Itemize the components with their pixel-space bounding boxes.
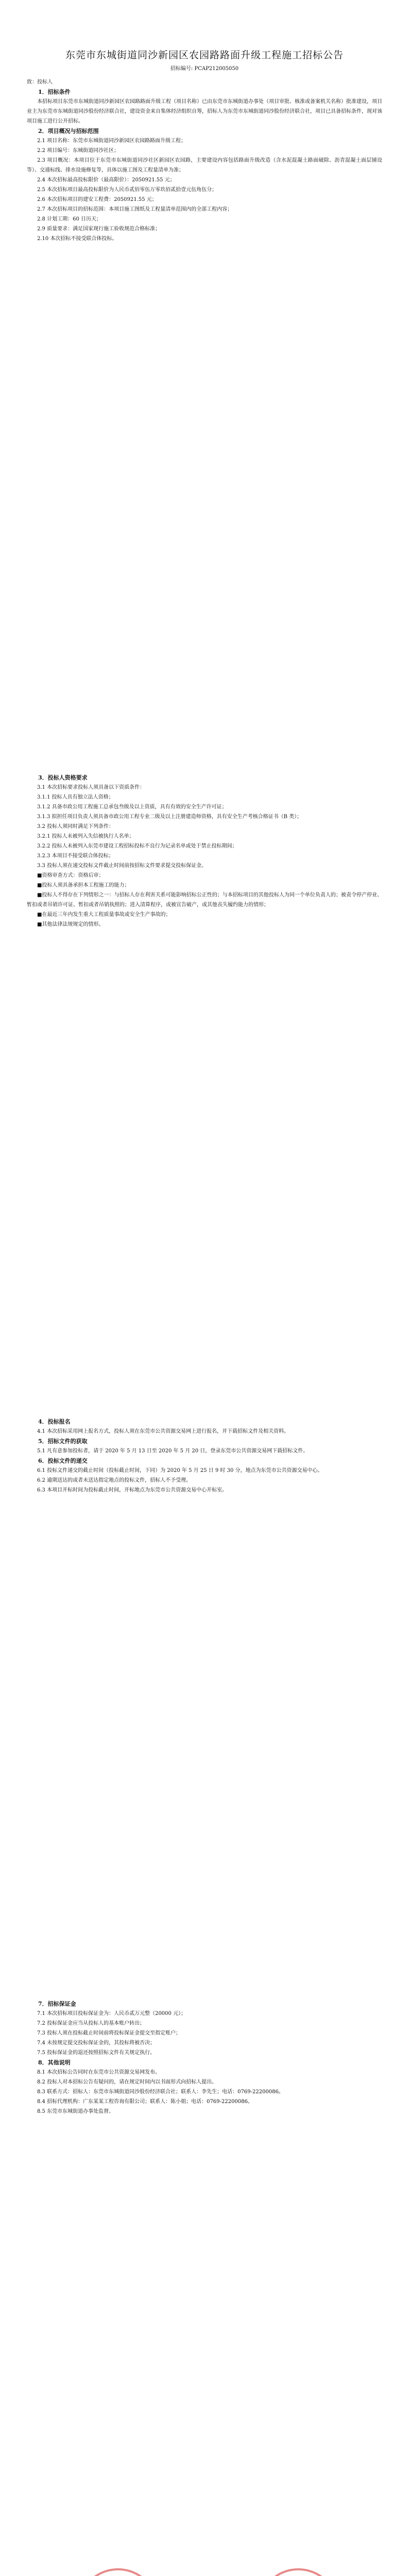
section-intro (27, 77, 382, 244)
list-item: 3.1 本次招标要求投标人须具备以下资质条件： (37, 785, 145, 790)
seal-stamp (258, 2568, 339, 2576)
section-7-list (27, 2009, 382, 2058)
list-item: 2.10 本次招标不接受联合体投标。 (37, 236, 117, 242)
list-item: 3.2.3 本项目不接受联合体投标； (37, 853, 114, 859)
list-item: 7.2 投标保证金应当从投标人的基本账户转出； (37, 2021, 145, 2026)
list-item: 2.2 项目编号：东城街道同沙社区； (37, 148, 120, 154)
section-7-8 (27, 1999, 382, 2116)
list-item: 2.9 质量要求：满足国家现行施工验收规范合格标准； (37, 226, 161, 232)
list-item: 3.1.1 投标人具有独立法人资格； (37, 794, 114, 800)
section-2-list (27, 136, 382, 244)
section-3-title: 3．投标人资格要求 (38, 774, 88, 781)
section-4-6 (27, 1417, 382, 1495)
list-item: 8.1 本次招标公告同时在东莞市公共资源交易网发布。 (37, 2070, 161, 2075)
list-item: ■资格审查方式：资格后审； (37, 873, 104, 878)
list-item: 2.5 本次招标项目最高投标限价为人民币贰佰零伍万零玖佰贰拾壹元伍角伍分； (37, 187, 217, 193)
list-item: 2.4 本次招标最高投标限价（最高限价）：2050921.55 元； (37, 177, 175, 183)
section-3-bullets (27, 871, 382, 929)
list-item: 3.1.3 拟担任项目负责人须具备市政公用工程专业二级及以上注册建造师资格，具有安全生产考核合格证书（B 类）； (37, 814, 302, 820)
list-item: 3.1.2 具备市政公用工程施工总承包叁级及以上资质，具有有效的安全生产许可证； (37, 804, 227, 810)
section-4-title: 4．投标报名 (38, 1418, 71, 1425)
section-2-title: 2．项目概况与招标范围 (38, 128, 99, 134)
list-item: 3.2.1 投标人未被列入失信被执行人名单； (37, 834, 134, 839)
section-3-list (27, 783, 382, 871)
list-item: 3.2.2 投标人未被列入东莞市建设工程招标投标不良行为记录名单或处于禁止投标期间； (37, 843, 237, 849)
list-item: 7.3 投标人须在投标截止时间前将投标保证金提交至指定账户； (37, 2030, 181, 2036)
section-5-title: 5．招标文件的获取 (38, 1438, 88, 1445)
section-4-text: 4.1 本次招标采用网上报名方式，投标人须在东莞市公共资源交易网上进行报名，并下载招标文件及相关资料。 (37, 1429, 289, 1434)
list-item: 6.1 投标文件递交的截止时间（投标截止时间，下同）为 2020 年 5 月 25 日 9 时 30 分，地点为东莞市公共资源交易中心。 (37, 1468, 323, 1473)
list-item: ■投标人须具备承担本工程施工的能力； (37, 883, 130, 888)
list-item: 2.6 本次招标项目的建安工程费：2050921.55 元； (37, 197, 157, 202)
list-item: 8.3 联系方式：招标人：东莞市东城街道同沙股份经济联合社；联系人：李先生；电话：0769-22200086。 (37, 2089, 284, 2095)
list-item: 8.2 投标人对本招标公告有疑问的，请在规定时间内以书面形式向招标人提出。 (37, 2079, 217, 2085)
list-item: ■其他法律法规规定的情形。 (37, 922, 104, 927)
list-item: 3.2 投标人须同时满足下列条件： (37, 824, 114, 829)
section-6-title: 6．投标文件的递交 (38, 1458, 88, 1464)
greeting: 致：投标人 (27, 79, 53, 85)
section-1-title: 1．招标条件 (38, 89, 71, 95)
document-title: 东莞市东城街道同沙新园区农园路路面升级工程施工招标公告 (65, 49, 344, 61)
tender-code: 招标编号: PCAP212005050 (170, 66, 239, 72)
list-item: 8.4 招标代理机构：广东某某工程咨询有限公司；联系人：陈小姐；电话：0769-22200086。 (37, 2099, 253, 2105)
list-item: ■在最近三年内发生重大工程质量事故或安全生产事故的； (37, 912, 171, 918)
list-item: 2.7 本次招标项目的招标范围：本项目施工图纸及工程量清单范围内的全部工程内容； (37, 207, 233, 212)
list-item: 2.8 计划工期：60 日历天； (37, 216, 101, 222)
list-item: 2.3 项目概况：本项目位于东莞市东城街道同沙社区新园区农园路，主要建设内容包括路面升级改造（含水泥混凝土路面破除、沥青混凝土面层铺设等）、交通标线、排水设施修复等，具体以施工图及工程量清单为准； (27, 158, 382, 173)
list-item: 8.5 东莞市东城街道办事处监督。 (37, 2109, 114, 2114)
section-1-text: 本招标项目东莞市东城街道同沙新园区农园路路面升级工程（项目名称）已由东莞市东城街道办事处（项目审批、核准或备案机关名称）批准建设，项目业主为东莞市东城街道同沙股份经济联合社，建设资金来自集体经济组织自筹，招标人为东莞市东城街道同沙股份经济联合社，项目已具备招标条件，现对该项目施工进行公开招标。 (27, 99, 382, 124)
section-6-list (27, 1466, 382, 1485)
list-item: 6.2 逾期送达的或者未送达指定地点的投标文件，招标人不予受理。 (37, 1478, 192, 1483)
list-item: 7.1 本次招标项目投标保证金为：人民币贰万元整（20000 元）； (37, 2011, 186, 2016)
list-item: ■投标人不得存在下列情形之一：与招标人存在利害关系可能影响招标公正性的；与本招标项目的其他投标人为同一个单位负责人的；被责令停产停业、暂扣或者吊销许可证、暂扣或者吊销执照的；进入清算程序，或被宣告破产，或其他丧失履约能力的情形； (27, 892, 382, 908)
section-6-extra: 6.3 本项目开标时间为投标截止时间，开标地点为东莞市公共资源交易中心开标室。 (37, 1487, 228, 1493)
section-5-text: 5.1 凡有意参加投标者，请于 2020 年 5 月 13 日至 2020 年 5 月 20 日，登录东莞市公共资源交易网下载招标文件。 (37, 1448, 309, 1454)
seal-stamp (77, 2568, 159, 2576)
section-3 (27, 773, 382, 929)
section-7-title: 7．招标保证金 (38, 2001, 76, 2007)
section-8-title: 8．其他说明 (38, 2059, 71, 2066)
list-item: 7.4 未按规定提交投标保证金的，其投标将被否决； (37, 2040, 156, 2046)
list-item: 7.5 投标保证金的退还按照招标文件有关规定执行。 (37, 2050, 156, 2056)
list-item: 3.3 投标人须在递交投标文件截止时间前按招标文件要求提交投标保证金。 (37, 863, 207, 869)
section-8-list (27, 2067, 382, 2116)
list-item: 2.1 项目名称：东莞市东城街道同沙新园区农园路路面升级工程； (37, 138, 186, 144)
